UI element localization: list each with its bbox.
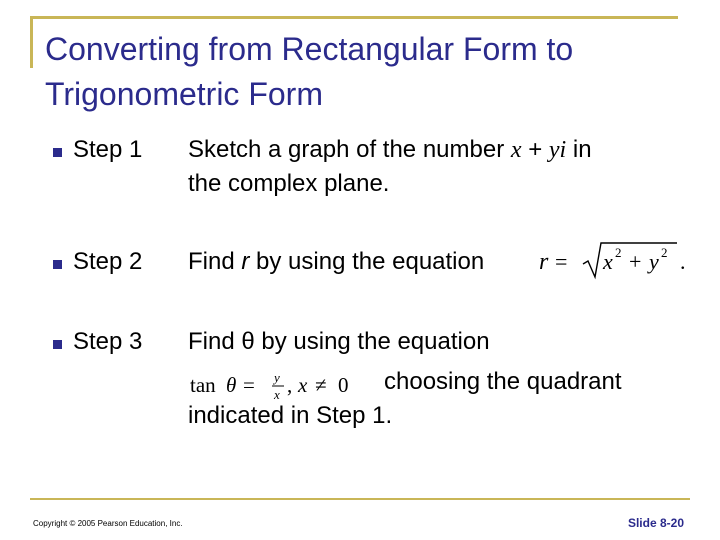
bullet-square-icon: [53, 260, 62, 269]
footer-rule: [30, 498, 690, 500]
step-1-text-b: +: [521, 136, 549, 163]
step-3-text-c: indicated in Step 1.: [188, 402, 393, 429]
step-1-text-c: in: [566, 136, 592, 163]
svg-text:.: .: [680, 249, 686, 274]
slide-number: Slide 8-20: [627, 516, 684, 530]
svg-text:=: =: [243, 373, 255, 397]
step-1-text-line-2: the complex plane.: [188, 170, 390, 197]
bullet-square-icon: [53, 148, 62, 157]
step-2-text-b: by using the equation: [249, 248, 485, 275]
step-3-label: Step 3: [73, 328, 143, 355]
title-accent-left-rule: [30, 16, 33, 68]
step-3-text-b: choosing the quadrant: [384, 368, 622, 395]
step-1-text-a: Sketch a graph of the number: [188, 136, 511, 163]
svg-text:x: x: [274, 387, 280, 402]
step-2-var-r: r: [241, 248, 250, 275]
step-2-text: [188, 246, 484, 278]
svg-text:y: y: [274, 370, 280, 385]
svg-text:x: x: [603, 249, 613, 274]
svg-text:2: 2: [661, 245, 668, 260]
slide-title-line-2: Trigonometric Form: [45, 76, 323, 112]
step-2-label: Step 2: [73, 248, 143, 275]
slide-title-line-1: Converting from Rectangular Form to: [45, 31, 574, 67]
svg-text:≠: ≠: [315, 373, 327, 397]
svg-text:2: 2: [615, 245, 622, 260]
svg-text:θ: θ: [226, 373, 237, 397]
title-accent-top-rule: [30, 16, 678, 19]
step-1-var-x: x: [510, 137, 522, 163]
slide-title: [45, 27, 685, 117]
copyright-notice: Copyright © 2005 Pearson Education, Inc.: [33, 519, 183, 528]
step-1-var-yi: yi: [548, 137, 567, 163]
svg-text:,: ,: [287, 373, 293, 397]
svg-text:tan: tan: [190, 373, 216, 397]
svg-text:r: r: [539, 249, 549, 275]
step-1-text: [188, 134, 592, 166]
svg-text:0: 0: [338, 373, 349, 397]
step-1-label: Step 1: [73, 136, 143, 163]
step-2-text-a: Find: [188, 248, 242, 275]
svg-text:=: =: [555, 249, 568, 274]
svg-text:x: x: [298, 373, 308, 397]
svg-text:y: y: [649, 249, 659, 274]
svg-text:+: +: [629, 249, 642, 274]
radius-equation: [537, 240, 687, 280]
step-3-text: Find θ by using the equation: [188, 328, 490, 355]
bullet-square-icon: [53, 340, 62, 349]
